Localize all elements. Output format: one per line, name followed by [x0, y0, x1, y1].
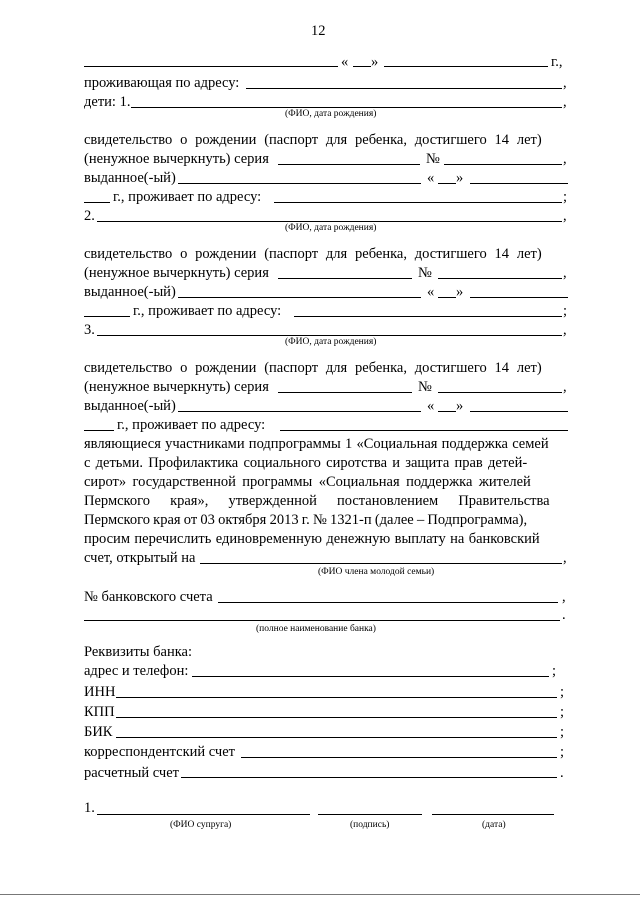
- semicolon: ;: [560, 744, 565, 760]
- quote-close: »: [456, 170, 464, 186]
- period: .: [562, 607, 566, 623]
- semicolon: ;: [560, 724, 565, 740]
- bank-address-label: адрес и телефон:: [84, 663, 189, 679]
- young-family-member-field[interactable]: [200, 563, 562, 564]
- issued-label: выданное(-ый): [84, 398, 176, 414]
- comma: ,: [563, 550, 567, 566]
- child-2-issued-day[interactable]: [438, 297, 456, 298]
- child-3-year-field[interactable]: [84, 430, 114, 431]
- child-2-address-field[interactable]: [294, 316, 562, 317]
- child-3-number-field[interactable]: [438, 392, 562, 393]
- bank-details-title: Реквизиты банка:: [84, 644, 193, 660]
- number-sign: №: [418, 379, 432, 395]
- semicolon: ;: [560, 704, 565, 720]
- bank-address-field[interactable]: [192, 676, 549, 677]
- quote-open: «: [427, 398, 435, 414]
- number-sign: №: [426, 151, 440, 167]
- child-1-fio-field[interactable]: [131, 107, 562, 108]
- number-sign: №: [418, 265, 432, 281]
- quote-close: »: [371, 54, 379, 70]
- page-edge-divider: [0, 894, 640, 895]
- spouse-fio-field[interactable]: [97, 814, 310, 815]
- kpp-label: КПП: [84, 704, 115, 720]
- comma: ,: [563, 265, 567, 281]
- paragraph-line: Пермского края от 03 октября 2013 г. № 1321-п (далее – Подпрограмма),: [84, 512, 528, 528]
- bank-account-field[interactable]: [218, 602, 558, 603]
- paragraph-line: Пермского края», утвержденной постановлением Правительства: [84, 493, 550, 509]
- paragraph-line: сирот» государственной программы «Социальная поддержка жителей: [84, 474, 531, 490]
- child-2-issued-field[interactable]: [178, 297, 421, 298]
- paragraph-line: являющиеся участниками подпрограммы 1 «Социальная поддержка семей: [84, 436, 549, 452]
- child-3-issued-day[interactable]: [438, 411, 456, 412]
- signature-field[interactable]: [318, 814, 422, 815]
- child-2-label: 2.: [84, 208, 95, 224]
- page-number: 12: [311, 23, 326, 39]
- date-field[interactable]: [432, 814, 554, 815]
- paragraph-line: с детьми. Профилактика социального сиротства и защита прав детей-: [84, 455, 528, 471]
- child-3-series-field[interactable]: [278, 392, 412, 393]
- header-month-blank[interactable]: [384, 66, 548, 67]
- settlement-account-label: расчетный счет: [84, 765, 179, 781]
- comma: ,: [563, 151, 567, 167]
- year-lives-label: г., проживает по адресу:: [133, 303, 282, 319]
- bank-name-field[interactable]: [84, 620, 560, 621]
- settlement-account-field[interactable]: [181, 777, 557, 778]
- residence-label: проживающая по адресу:: [84, 75, 240, 91]
- quote-open: «: [341, 54, 349, 70]
- header-day-blank[interactable]: [353, 66, 371, 67]
- comma: ,: [563, 379, 567, 395]
- child-1-address-field[interactable]: [274, 202, 562, 203]
- certificate-series-label: (ненужное вычеркнуть) серия: [84, 265, 269, 281]
- caption-date: (дата): [482, 820, 506, 830]
- certificate-text: свидетельство о рождении (паспорт для ребенка, достигшего 14 лет): [84, 360, 542, 376]
- child-1-series-field[interactable]: [278, 164, 420, 165]
- children-label: дети: 1.: [84, 94, 131, 110]
- child-1-issued-day[interactable]: [438, 183, 456, 184]
- semicolon: ;: [563, 189, 568, 205]
- child-1-issued-field[interactable]: [178, 183, 421, 184]
- issued-label: выданное(-ый): [84, 284, 176, 300]
- semicolon: ;: [563, 303, 568, 319]
- child-3-issued-month[interactable]: [470, 411, 568, 412]
- child-1-issued-month[interactable]: [470, 183, 568, 184]
- caption-spouse: (ФИО супруга): [170, 820, 232, 830]
- residence-address-field[interactable]: [246, 88, 562, 89]
- correspondent-account-field[interactable]: [241, 757, 557, 758]
- caption-fio-dob: (ФИО, дата рождения): [285, 223, 377, 233]
- comma: ,: [562, 589, 566, 605]
- quote-open: «: [427, 284, 435, 300]
- quote-close: »: [456, 284, 464, 300]
- certificate-text: свидетельство о рождении (паспорт для ребенка, достигшего 14 лет): [84, 132, 542, 148]
- signature-number: 1.: [84, 800, 95, 816]
- caption-young-family: (ФИО члена молодой семьи): [318, 567, 435, 577]
- child-2-number-field[interactable]: [438, 278, 562, 279]
- bik-label: БИК: [84, 724, 113, 740]
- quote-open: «: [427, 170, 435, 186]
- child-1-number-field[interactable]: [444, 164, 562, 165]
- year-lives-label: г., проживает по адресу:: [117, 417, 266, 433]
- certificate-series-label: (ненужное вычеркнуть) серия: [84, 151, 269, 167]
- comma: ,: [563, 75, 567, 91]
- inn-field[interactable]: [116, 697, 557, 698]
- kpp-field[interactable]: [116, 717, 557, 718]
- child-2-fio-field[interactable]: [97, 221, 562, 222]
- paragraph-line: просим перечислить единовременную денежную выплату на банковский: [84, 531, 540, 547]
- certificate-series-label: (ненужное вычеркнуть) серия: [84, 379, 269, 395]
- certificate-text: свидетельство о рождении (паспорт для ребенка, достигшего 14 лет): [84, 246, 542, 262]
- child-3-address-field[interactable]: [280, 430, 568, 431]
- child-3-fio-field[interactable]: [97, 335, 562, 336]
- account-opened-label: счет, открытый на: [84, 550, 196, 566]
- quote-close: »: [456, 398, 464, 414]
- caption-fio-dob: (ФИО, дата рождения): [285, 109, 377, 119]
- inn-label: ИНН: [84, 684, 116, 700]
- comma: ,: [563, 322, 567, 338]
- caption-fio-dob: (ФИО, дата рождения): [285, 337, 377, 347]
- comma: ,: [563, 94, 567, 110]
- child-2-year-field[interactable]: [84, 316, 130, 317]
- header-blank-1[interactable]: [84, 66, 338, 67]
- correspondent-account-label: корреспондентский счет: [84, 744, 235, 760]
- year-suffix: г.,: [551, 54, 563, 70]
- caption-bank-name: (полное наименование банка): [256, 624, 376, 634]
- child-3-issued-field[interactable]: [178, 411, 421, 412]
- caption-signature: (подпись): [350, 820, 390, 830]
- semicolon: ;: [552, 663, 557, 679]
- comma: ,: [563, 208, 567, 224]
- child-3-label: 3.: [84, 322, 95, 338]
- bank-account-label: № банковского счета: [84, 589, 213, 605]
- child-1-year-field[interactable]: [84, 202, 110, 203]
- child-2-issued-month[interactable]: [470, 297, 568, 298]
- year-lives-label: г., проживает по адресу:: [113, 189, 262, 205]
- period: .: [560, 765, 564, 781]
- bik-field[interactable]: [116, 737, 557, 738]
- child-2-series-field[interactable]: [278, 278, 412, 279]
- issued-label: выданное(-ый): [84, 170, 176, 186]
- semicolon: ;: [560, 684, 565, 700]
